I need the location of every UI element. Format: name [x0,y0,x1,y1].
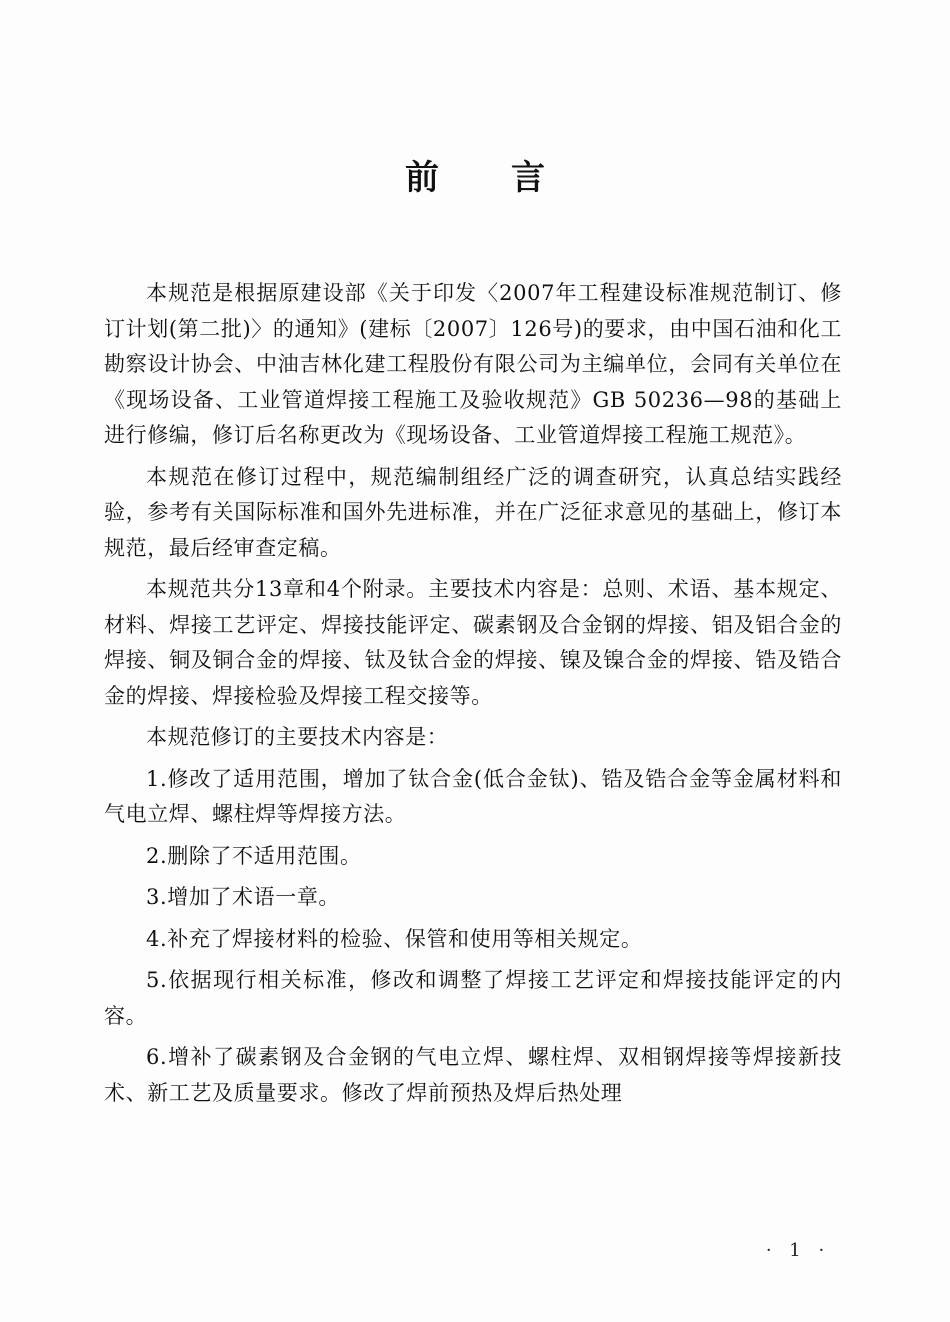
paragraph-2: 本规范在修订过程中，规范编制组经广泛的调查研究，认真总结实践经验，参考有关国际标准和国外先进标准，并在广泛征求意见的基础上，修订本规范，最后经审查定稿。 [104,464,842,560]
list-item-1: 1.修改了适用范围，增加了钛合金(低合金钛)、锆及锆合金等金属材料和气电立焊、螺柱焊等焊接方法。 [104,766,842,826]
list-item-6: 6.增补了碳素钢及合金钢的气电立焊、螺柱焊、双相钢焊接等焊接新技术、新工艺及质量要求。修改了焊前预热及焊后热处理 [104,1045,842,1105]
list-item-2: 2.删除了不适用范围。 [146,843,362,868]
page-title: 前言 [405,158,617,198]
paragraph-1: 本规范是根据原建设部《关于印发〈2007年工程建设标准规范制订、修订计划(第二批)〉的通知》(建标〔2007〕126号)的要求，由中国石油和化工勘察设计协会、中油吉林化建工程股份有限公司为主编单位，会同有关单位在《现场设备、工业管道焊接工程施工及验收规范》GB 50236—98的基础上进行修编，修订后名称更改为《现场设备、工业管道焊接工程施工规范》。 [104,281,842,447]
paragraph-3: 本规范共分13章和4个附录。主要技术内容是：总则、术语、基本规定、材料、焊接工艺评定、焊接技能评定、碳素钢及合金钢的焊接、铝及铝合金的焊接、铜及铜合金的焊接、钛及钛合金的焊接、镍及镍合金的焊接、锆及锆合金的焊接、焊接检验及焊接工程交接等。 [104,577,842,708]
list-item-4: 4.补充了焊接材料的检验、保管和使用等相关规定。 [146,926,643,951]
page-number: · 1 · [765,1240,831,1261]
body-text [104,276,842,1117]
list-item-3: 3.增加了术语一章。 [146,885,341,909]
list-item-5: 5.依据现行相关标准，修改和调整了焊接工艺评定和焊接技能评定的内容。 [104,968,842,1028]
paragraph-4: 本规范修订的主要技术内容是： [146,725,449,749]
